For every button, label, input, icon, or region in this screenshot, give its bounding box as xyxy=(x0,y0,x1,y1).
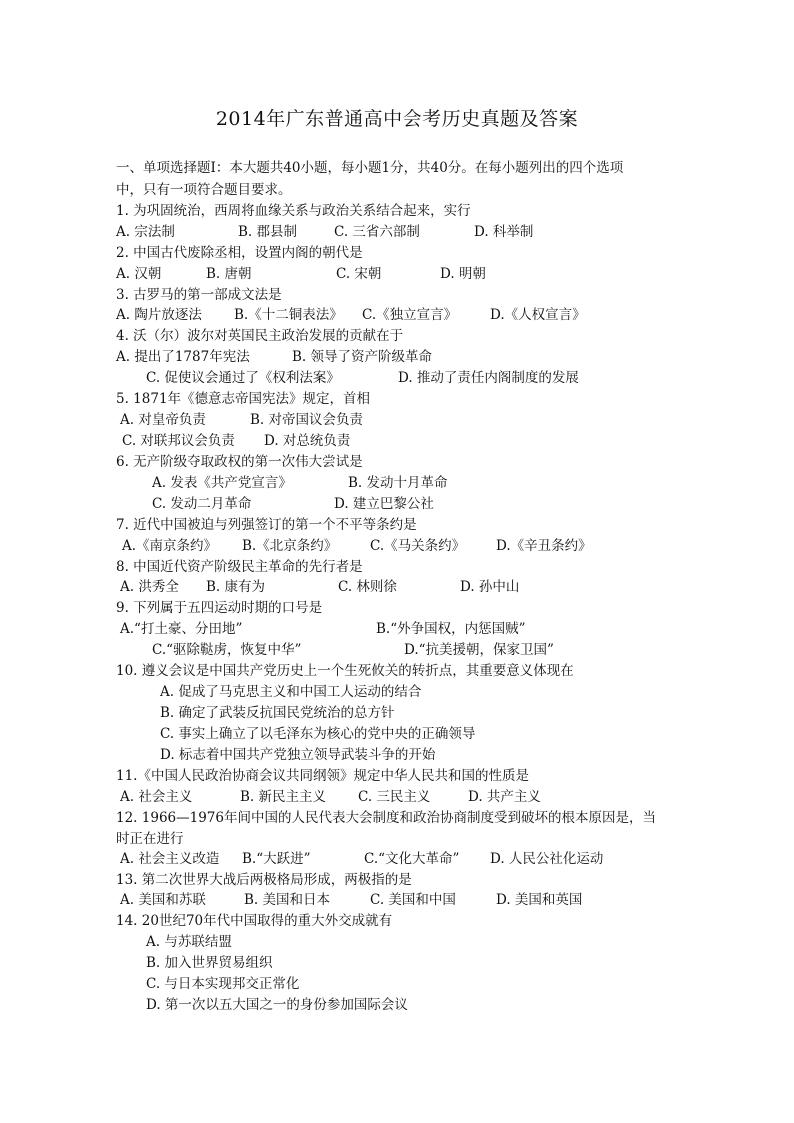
option-d: D. 孙中山 xyxy=(460,579,520,595)
question-7-stem: 7. 近代中国被迫与列强签订的第一个不平等条约是 xyxy=(116,517,417,533)
option-a: A. 美国和苏联 xyxy=(120,892,206,908)
option-b: B. 康有为 xyxy=(206,579,266,595)
option-c: C.《马关条约》 xyxy=(370,538,466,554)
option-b: B. 美国和日本 xyxy=(244,892,331,908)
option-b: B. 唐朝 xyxy=(206,266,252,282)
option-b: B. 确定了武装反抗国民党统治的总方针 xyxy=(160,705,395,721)
question-12-stem-line-2: 时正在进行 xyxy=(116,831,184,847)
option-a: A.《南京条约》 xyxy=(122,538,218,554)
question-5-stem: 5. 1871年《德意志帝国宪法》规定，首相 xyxy=(116,391,371,407)
option-b: B.“大跃进” xyxy=(242,851,311,867)
option-c: C. 发动二月革命 xyxy=(152,496,252,512)
option-a: A. 发表《共产党宣言》 xyxy=(152,475,292,491)
option-a: A.“打土豪、分田地” xyxy=(120,621,243,637)
option-d: D.“抗美援朝，保家卫国” xyxy=(404,642,554,658)
option-c: C.“文化大革命” xyxy=(364,851,460,867)
question-1-stem: 1. 为巩固统治，西周将血缘关系与政治关系结合起来，实行 xyxy=(116,203,471,219)
option-a: A. 洪秀全 xyxy=(120,579,179,595)
option-b: B. 发动十月革命 xyxy=(348,475,448,491)
option-d: D. 明朝 xyxy=(440,266,486,282)
option-d: D. 美国和英国 xyxy=(496,892,583,908)
option-c: C. 三民主义 xyxy=(358,789,431,805)
option-d: D.《人权宣言》 xyxy=(490,307,586,323)
option-a: A. 提出了1787年宪法 xyxy=(116,349,250,365)
option-c: C. 与日本实现邦交正常化 xyxy=(146,976,300,992)
option-d: D. 共产主义 xyxy=(468,789,541,805)
section-heading-line-2: 中，只有一项符合题目要求。 xyxy=(116,182,292,198)
question-8-stem: 8. 中国近代资产阶级民主革命的先行者是 xyxy=(116,559,363,575)
question-3-stem: 3. 古罗马的第一部成文法是 xyxy=(116,287,282,303)
option-c: C. 三省六部制 xyxy=(334,224,420,240)
question-12-stem-line-1: 12. 1966—1976年间中国的人民代表大会制度和政治协商制度受到破坏的根本原因是，当 xyxy=(116,810,656,826)
option-b: B.《北京条约》 xyxy=(242,538,338,554)
option-b: B.“外争国权，内惩国贼” xyxy=(376,621,526,637)
option-a: A. 汉朝 xyxy=(116,266,162,282)
option-c: C. 林则徐 xyxy=(338,579,397,595)
option-a: A. 促成了马克思主义和中国工人运动的结合 xyxy=(160,684,422,700)
option-a: A. 对皇帝负责 xyxy=(120,412,206,428)
option-c: C.“驱除鞑虏，恢复中华” xyxy=(152,642,302,658)
question-4-stem: 4. 沃（尔）波尔对英国民主政治发展的贡献在于 xyxy=(116,328,404,344)
option-c: C. 促使议会通过了《权利法案》 xyxy=(146,370,340,386)
page-title: 2014年广东普通高中会考历史真题及答案 xyxy=(215,108,579,130)
option-a: A. 社会主义 xyxy=(120,789,193,805)
option-b: B. 郡县制 xyxy=(238,224,298,240)
option-b: B. 加入世界贸易组织 xyxy=(146,955,273,971)
option-d: D. 建立巴黎公社 xyxy=(334,496,434,512)
option-c: C. 事实上确立了以毛泽东为核心的党中央的正确领导 xyxy=(160,726,476,742)
question-14-stem: 14. 20世纪70年代中国取得的重大外交成就有 xyxy=(116,913,393,929)
question-6-stem: 6. 无产阶级夺取政权的第一次伟大尝试是 xyxy=(116,454,363,470)
option-c: C. 美国和中国 xyxy=(370,892,456,908)
option-c: C. 宋朝 xyxy=(336,266,382,282)
question-10-stem: 10. 遵义会议是中国共产党历史上一个生死攸关的转折点，其重要意义体现在 xyxy=(116,663,574,679)
option-b: B. 新民主主义 xyxy=(240,789,327,805)
option-d: D. 人民公社化运动 xyxy=(490,851,604,867)
option-c: C.《独立宣言》 xyxy=(362,307,458,323)
option-a: A. 社会主义改造 xyxy=(120,851,220,867)
option-a: A. 宗法制 xyxy=(116,224,175,240)
option-d: D. 标志着中国共产党独立领导武装斗争的开始 xyxy=(160,747,436,763)
option-b: B.《十二铜表法》 xyxy=(234,307,343,323)
option-d: D. 对总统负责 xyxy=(264,433,351,449)
option-d: D. 推动了责任内阁制度的发展 xyxy=(398,370,579,386)
option-b: B. 领导了资产阶级革命 xyxy=(292,349,433,365)
option-b: B. 对帝国议会负责 xyxy=(250,412,364,428)
section-heading-line-1: 一、单项选择题Ⅰ：本大题共40小题，每小题1分，共40分。在每小题列出的四个选项 xyxy=(116,160,624,176)
question-9-stem: 9. 下列属于五四运动时期的口号是 xyxy=(116,600,323,616)
option-a: A. 陶片放逐法 xyxy=(116,307,202,323)
option-d: D. 科举制 xyxy=(474,224,534,240)
question-13-stem: 13. 第二次世界大战后两极格局形成，两极指的是 xyxy=(116,872,412,888)
question-11-stem: 11.《中国人民政治协商会议共同纲领》规定中华人民共和国的性质是 xyxy=(116,768,529,784)
question-2-stem: 2. 中国古代废除丞相，设置内阁的朝代是 xyxy=(116,245,363,261)
option-c: C. 对联邦议会负责 xyxy=(122,433,235,449)
option-d: D.《辛丑条约》 xyxy=(496,538,592,554)
option-a: A. 与苏联结盟 xyxy=(146,934,232,950)
option-d: D. 第一次以五大国之一的身份参加国际会议 xyxy=(146,997,408,1013)
